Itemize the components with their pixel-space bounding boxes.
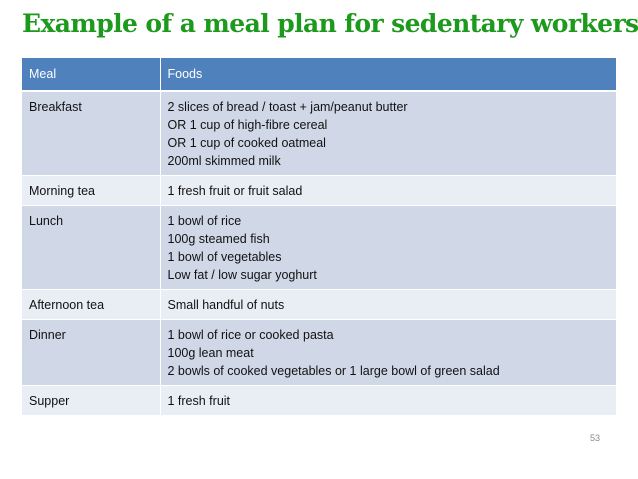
table-row	[22, 320, 616, 386]
meal-cell: Breakfast	[22, 91, 160, 176]
table-row	[22, 176, 616, 206]
meal-plan-table	[22, 58, 616, 416]
food-item: 1 bowl of vegetables	[167, 250, 282, 264]
meal-cell: Lunch	[22, 206, 160, 290]
food-item: 100g steamed fish	[167, 232, 270, 246]
slide-title: Example of a meal plan for sedentary workers	[22, 9, 638, 38]
column-header-meal: Meal	[22, 58, 160, 91]
food-item: 2 slices of bread / toast + jam/peanut butter	[167, 100, 408, 114]
table-body	[22, 91, 616, 416]
table-row	[22, 290, 616, 320]
meal-cell: Afternoon tea	[22, 290, 160, 320]
foods-cell	[160, 176, 616, 206]
page-number: 53	[589, 433, 600, 443]
table-row	[22, 206, 616, 290]
table-row	[22, 386, 616, 416]
food-item: 1 fresh fruit or fruit salad	[167, 184, 303, 198]
meal-cell: Dinner	[22, 320, 160, 386]
foods-cell	[160, 206, 616, 290]
foods-cell	[160, 290, 616, 320]
food-item: Small handful of nuts	[167, 298, 285, 312]
food-item: 1 bowl of rice or cooked pasta	[167, 328, 334, 342]
food-item: OR 1 cup of cooked oatmeal	[167, 136, 326, 150]
food-item: Low fat / low sugar yoghurt	[167, 268, 317, 282]
table-row	[22, 91, 616, 176]
foods-cell	[160, 386, 616, 416]
food-item: 100g lean meat	[167, 346, 254, 360]
column-header-foods: Foods	[160, 58, 616, 91]
food-item: 2 bowls of cooked vegetables or 1 large bowl of green salad	[167, 364, 500, 378]
meal-cell: Morning tea	[22, 176, 160, 206]
food-item: 1 fresh fruit	[167, 394, 231, 408]
meal-cell: Supper	[22, 386, 160, 416]
foods-cell	[160, 320, 616, 386]
food-item: OR 1 cup of high-fibre cereal	[167, 118, 328, 132]
table-header-row	[22, 58, 616, 91]
food-item: 200ml skimmed milk	[167, 154, 281, 168]
foods-cell	[160, 91, 616, 176]
food-item: 1 bowl of rice	[167, 214, 242, 228]
